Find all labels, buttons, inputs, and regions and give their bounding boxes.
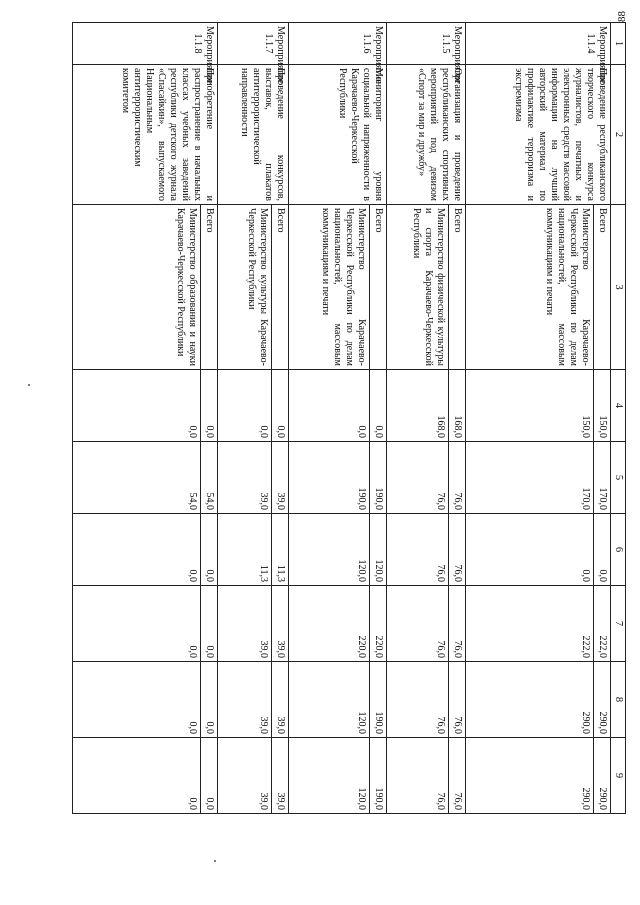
value-cell: 120,0 xyxy=(289,514,370,586)
value-cell: 0,0 xyxy=(73,586,201,662)
value-cell: 190,0 xyxy=(289,442,370,514)
total-label: Всего xyxy=(449,205,466,370)
total-label: Всего xyxy=(200,205,217,370)
activity-name: Проведение конкурсов, выставок, плакатов антитеррористической направленности xyxy=(217,65,289,205)
value-cell: 11,3 xyxy=(217,514,272,586)
column-header: 6 xyxy=(611,514,626,586)
value-cell: 120,0 xyxy=(289,738,370,814)
column-header: 8 xyxy=(611,662,626,738)
value-cell: 76,0 xyxy=(449,738,466,814)
table-row xyxy=(200,23,217,814)
column-header: 7 xyxy=(611,586,626,662)
value-cell: 39,0 xyxy=(217,442,272,514)
executor-cell: Министерство Карачаево-Черкесской Республики по делам национальностей, массовым коммуникациям и печати xyxy=(466,205,594,370)
value-cell: 39,0 xyxy=(217,738,272,814)
column-header: 9 xyxy=(611,738,626,814)
value-cell: 0,0 xyxy=(73,662,201,738)
value-cell: 39,0 xyxy=(217,662,272,738)
column-header: 4 xyxy=(611,370,626,442)
value-cell: 39,0 xyxy=(217,586,272,662)
value-cell: 290,0 xyxy=(594,662,611,738)
value-cell: 0,0 xyxy=(466,514,594,586)
value-cell: 0,0 xyxy=(200,370,217,442)
executor-cell: Министерство Карачаево-Черкесской Республики по делам национальностей, массовым коммуникациям и печати xyxy=(289,205,370,370)
value-cell: 222,0 xyxy=(594,586,611,662)
executor-cell: Министерство физической культуры и спорта Карачаево-Черкесской Республики xyxy=(387,205,449,370)
value-cell: 76,0 xyxy=(449,586,466,662)
activity-name: Проведение республиканского творческого конкурса журналистов, печатных и электронных средств массовой информации на лучший авторский материал по профилактике терроризма и экстремизма xyxy=(466,65,611,205)
scan-speck xyxy=(28,384,30,386)
program-table xyxy=(72,22,626,814)
value-cell: 76,0 xyxy=(449,442,466,514)
value-cell: 120,0 xyxy=(370,514,387,586)
value-cell: 290,0 xyxy=(594,738,611,814)
value-cell: 0,0 xyxy=(272,370,289,442)
value-cell: 290,0 xyxy=(466,738,594,814)
total-label: Всего xyxy=(370,205,387,370)
page-number: 88 xyxy=(616,11,628,22)
value-cell: 76,0 xyxy=(387,514,449,586)
activity-code: Мероприятие 1.1.7 xyxy=(217,23,289,65)
value-cell: 39,0 xyxy=(272,442,289,514)
value-cell: 54,0 xyxy=(73,442,201,514)
scan-speck xyxy=(214,860,216,862)
activity-code: Мероприятие 1.1.4 xyxy=(466,23,611,65)
header-row xyxy=(611,23,626,814)
value-cell: 190,0 xyxy=(370,738,387,814)
value-cell: 170,0 xyxy=(594,442,611,514)
value-cell: 76,0 xyxy=(387,738,449,814)
value-cell: 0,0 xyxy=(370,370,387,442)
column-header: 3 xyxy=(611,205,626,370)
activity-code: Мероприятие 1.1.8 xyxy=(73,23,218,65)
activity-name: Приобретение и распространение в начальных классах учебных заведений республики детского журнала «Спасайкин», выпускаемого Национальным антитеррористическим комитетом xyxy=(73,65,218,205)
activity-name: Мониторинг уровня социальной напряженности в Карачаево-Черкесской Республики xyxy=(289,65,387,205)
value-cell: 168,0 xyxy=(387,370,449,442)
value-cell: 39,0 xyxy=(272,586,289,662)
value-cell: 222,0 xyxy=(466,586,594,662)
value-cell: 170,0 xyxy=(466,442,594,514)
value-cell: 150,0 xyxy=(594,370,611,442)
value-cell: 0,0 xyxy=(200,662,217,738)
column-header: 1 xyxy=(611,23,626,65)
value-cell: 54,0 xyxy=(200,442,217,514)
value-cell: 220,0 xyxy=(370,586,387,662)
value-cell: 120,0 xyxy=(289,662,370,738)
value-cell: 39,0 xyxy=(272,662,289,738)
table-row xyxy=(272,23,289,814)
value-cell: 0,0 xyxy=(200,738,217,814)
total-label: Всего xyxy=(272,205,289,370)
value-cell: 76,0 xyxy=(449,514,466,586)
table-row xyxy=(370,23,387,814)
column-header: 2 xyxy=(611,65,626,205)
value-cell: 0,0 xyxy=(73,370,201,442)
value-cell: 220,0 xyxy=(289,586,370,662)
value-cell: 0,0 xyxy=(73,738,201,814)
value-cell: 0,0 xyxy=(200,586,217,662)
value-cell: 76,0 xyxy=(387,586,449,662)
value-cell: 168,0 xyxy=(449,370,466,442)
value-cell: 190,0 xyxy=(370,662,387,738)
value-cell: 11,3 xyxy=(272,514,289,586)
executor-cell: Министерство образования и науки Карачаево-Черкесской Республики xyxy=(73,205,201,370)
value-cell: 150,0 xyxy=(466,370,594,442)
program-table-frame xyxy=(72,22,626,813)
value-cell: 76,0 xyxy=(387,442,449,514)
activity-code: Мероприятие 1.1.6 xyxy=(289,23,387,65)
total-label: Всего xyxy=(594,205,611,370)
value-cell: 0,0 xyxy=(594,514,611,586)
value-cell: 290,0 xyxy=(466,662,594,738)
activity-name: Организация и проведение республиканских спортивных мероприятий под девизом «Спорт за мир и дружбу» xyxy=(387,65,466,205)
value-cell: 0,0 xyxy=(289,370,370,442)
value-cell: 190,0 xyxy=(370,442,387,514)
table-row xyxy=(449,23,466,814)
value-cell: 39,0 xyxy=(272,738,289,814)
value-cell: 0,0 xyxy=(200,514,217,586)
value-cell: 76,0 xyxy=(387,662,449,738)
value-cell: 76,0 xyxy=(449,662,466,738)
table-row xyxy=(594,23,611,814)
value-cell: 0,0 xyxy=(217,370,272,442)
value-cell: 0,0 xyxy=(73,514,201,586)
executor-cell: Министерство культуры Карачаево-Черкесской Республики xyxy=(217,205,272,370)
activity-code: Мероприятие 1.1.5 xyxy=(387,23,466,65)
column-header: 5 xyxy=(611,442,626,514)
